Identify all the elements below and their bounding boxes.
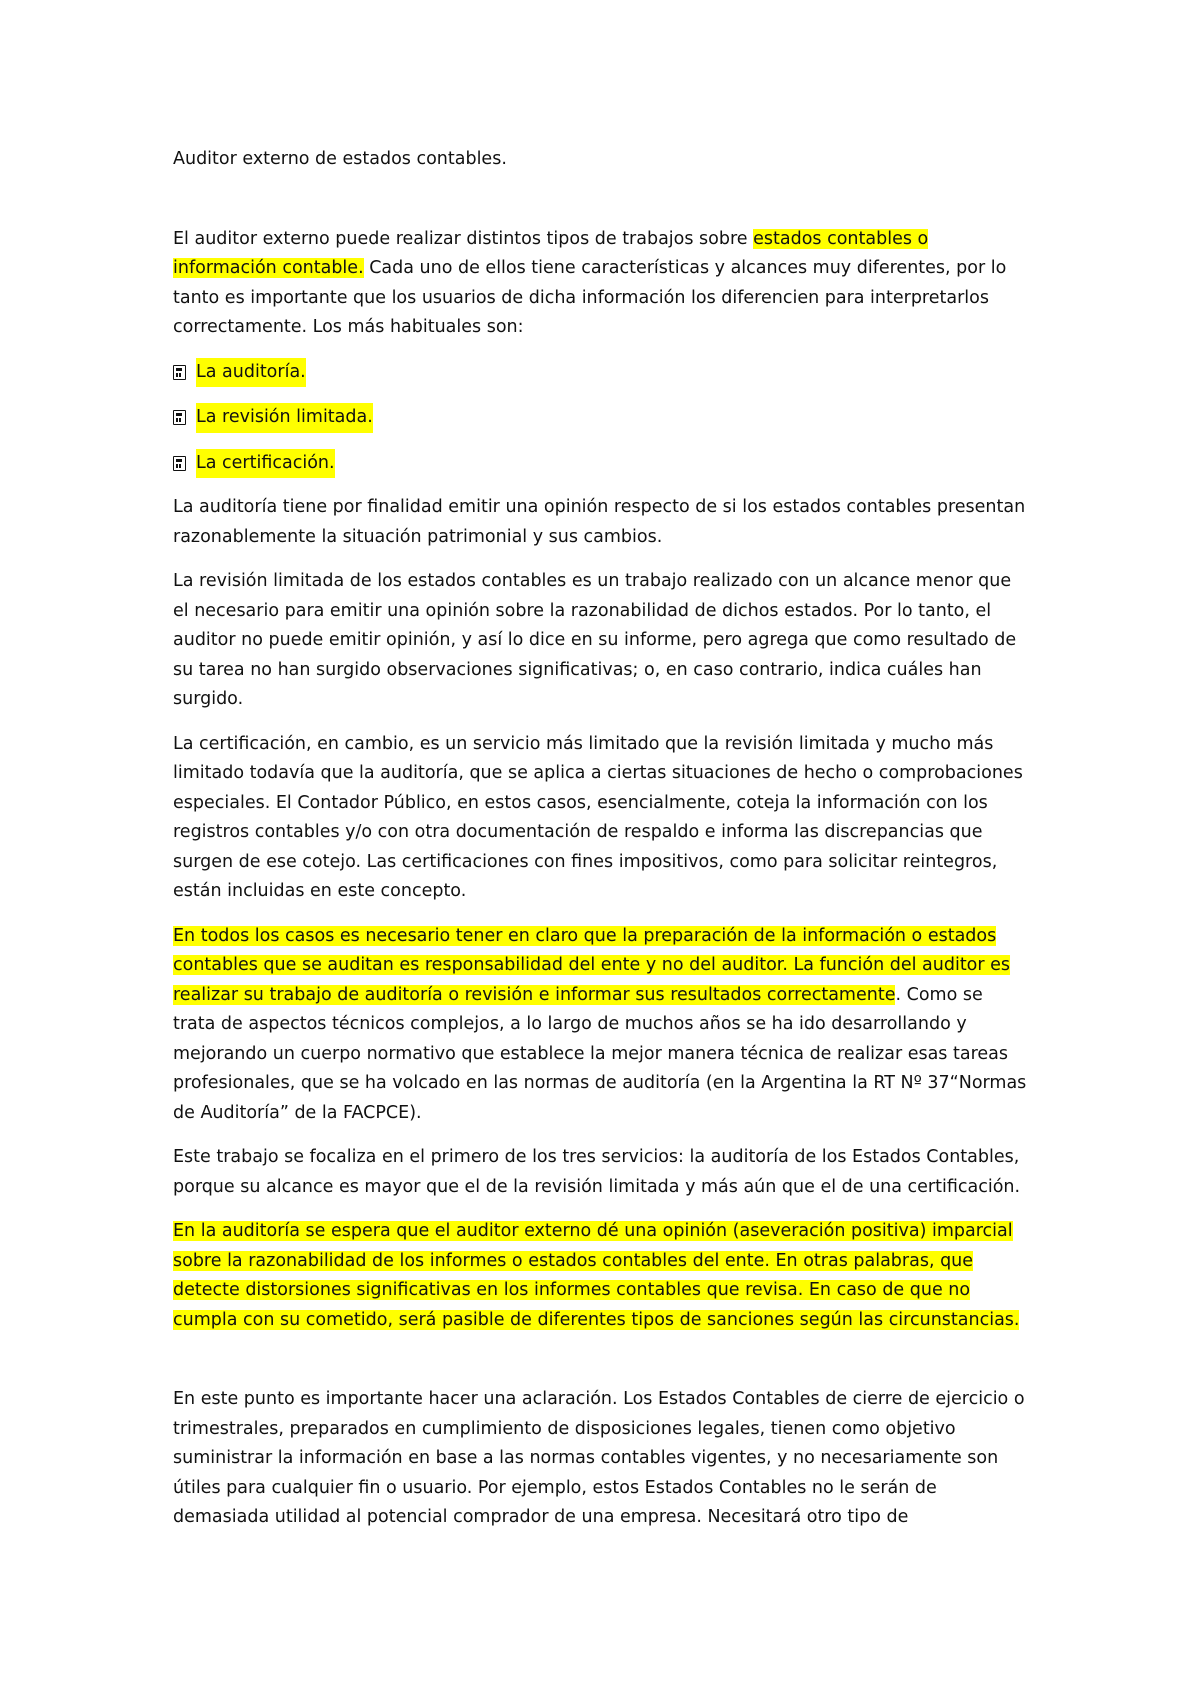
paragraph-auditoria: La auditoría tiene por finalidad emitir una opinión respecto de si los estados contables presentan razonablemente la situación patrimonial y sus cambios. [173,497,1026,547]
list-item-label: La certificación. [196,449,335,479]
services-list [173,358,1030,479]
intro-text-1: El auditor externo puede realizar distintos tipos de trabajos sobre [173,228,754,249]
calculator-icon [173,410,186,425]
paragraph-certificacion: La certificación, en cambio, es un servicio más limitado que la revisión limitada y mucho más limitado todavía que la auditoría, que se aplica a ciertas situaciones de hecho o comprobaciones especiales. El Contador Público, en estos casos, esencialmente, coteja la información con los registros contables y/o con otra documentación de respaldo e informa las discrepancias que surgen de ese cotejo. Las certificaciones con fines impositivos, como para solicitar reintegros, están incluidas en este concepto. [173,733,1023,901]
paragraph-revision: La revisión limitada de los estados contables es un trabajo realizado con un alcance menor que el necesario para emitir una opinión sobre la razonabilidad de dichos estados. Por lo tanto, el auditor no puede emitir opinión, y así lo dice en su informe, pero agrega que como resultado de su tarea no han surgido observaciones significativas; o, en caso contrario, indica cuáles han surgido. [173,571,1017,709]
responsabilidad-text: . Como se trata de aspectos técnicos complejos, a lo largo de muchos años se ha ido desarrollando y mejorando un cuerpo normativo que establece la mejor manera técnica de realizar esas tareas profesionales, que se ha volcado en las normas de auditoría (en la Argentina la RT Nº 37“Normas de Auditoría” de la FACPCE). [173,984,1027,1123]
list-item [173,449,1030,479]
list-item [173,358,1030,388]
paragraph-responsabilidad [173,922,1030,1129]
responsabilidad-highlight: En todos los casos es necesario tener en claro que la preparación de la información o estados contables que se auditan es responsabilidad del ente y no del auditor. La función del auditor es realizar su trabajo de auditoría o revisión e informar sus resultados correctamente [173,925,1011,1005]
paragraph-opinion [173,1217,1030,1335]
intro-text-2: Cada uno de ellos tiene características y alcances muy diferentes, por lo tanto es importante que los usuarios de dicha información los diferencien para interpretarlos correctamente. Los más habituales son: [173,258,1007,337]
document-title: Auditor externo de estados contables. [173,149,507,169]
opinion-highlight: En la auditoría se espera que el auditor externo dé una opinión (aseveración positiva) imparcial sobre la razonabilidad de los informes o estados contables del ente. En otras palabras, que detecte distorsiones significativas en los informes contables que revisa. En caso de que no cumpla con su cometido, será pasible de diferentes tipos de sanciones según las circunstancias. [173,1221,1020,1330]
paragraph-aclaracion: En este punto es importante hacer una aclaración. Los Estados Contables de cierre de ejercicio o trimestrales, preparados en cumplimiento de disposiciones legales, tienen como objetivo suministrar la información en base a las normas contables vigentes, y no necesariamente son útiles para cualquier fin o usuario. Por ejemplo, estos Estados Contables no le serán de demasiada utilidad al potencial comprador de una empresa. Necesitará otro tipo de [173,1389,1025,1527]
intro-paragraph [173,225,1030,343]
paragraph-foco: Este trabajo se focaliza en el primero de los tres servicios: la auditoría de los Estados Contables, porque su alcance es mayor que el de la revisión limitada y más aún que el de una certificación. [173,1147,1021,1197]
list-item-label: La revisión limitada. [196,403,373,433]
list-item [173,403,1030,433]
calculator-icon [173,365,186,380]
intro-highlight: estados contables o información contable. [173,228,929,278]
list-item-label: La auditoría. [196,358,306,388]
calculator-icon [173,456,186,471]
